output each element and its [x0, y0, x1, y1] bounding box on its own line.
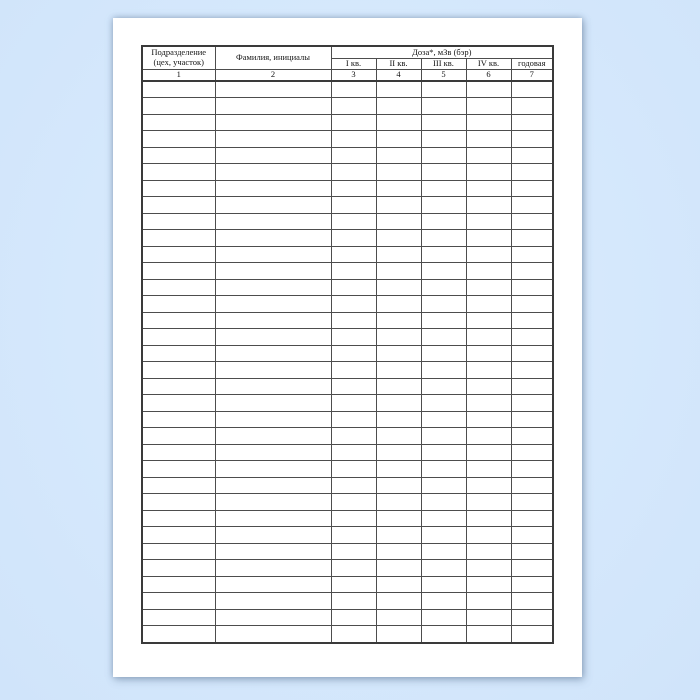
empty-cell — [376, 345, 421, 362]
empty-cell — [142, 263, 215, 280]
empty-cell — [466, 428, 511, 445]
empty-cell — [376, 527, 421, 544]
empty-cell — [421, 378, 466, 395]
table-row — [142, 395, 553, 412]
table-body — [142, 81, 553, 643]
empty-cell — [421, 626, 466, 643]
empty-cell — [466, 164, 511, 181]
table-header — [142, 46, 553, 81]
empty-cell — [215, 147, 331, 164]
document-page — [113, 18, 582, 677]
table-row — [142, 230, 553, 247]
empty-cell — [376, 180, 421, 197]
empty-cell — [331, 378, 376, 395]
table-row — [142, 362, 553, 379]
empty-cell — [466, 527, 511, 544]
empty-cell — [511, 312, 553, 329]
empty-cell — [466, 312, 511, 329]
empty-cell — [215, 164, 331, 181]
header-surname-initials: Фамилия, инициалы — [215, 46, 331, 69]
table-row — [142, 593, 553, 610]
empty-cell — [421, 362, 466, 379]
empty-cell — [511, 527, 553, 544]
empty-cell — [421, 246, 466, 263]
empty-cell — [421, 296, 466, 313]
empty-cell — [215, 296, 331, 313]
column-number-2: 2 — [215, 69, 331, 81]
empty-cell — [421, 164, 466, 181]
empty-cell — [511, 263, 553, 280]
empty-cell — [511, 395, 553, 412]
table-row — [142, 312, 553, 329]
empty-cell — [376, 81, 421, 98]
empty-cell — [421, 593, 466, 610]
table-row — [142, 98, 553, 115]
empty-cell — [511, 230, 553, 247]
empty-cell — [142, 296, 215, 313]
table-row — [142, 296, 553, 313]
empty-cell — [215, 362, 331, 379]
empty-cell — [511, 296, 553, 313]
empty-cell — [511, 494, 553, 511]
empty-cell — [142, 81, 215, 98]
empty-cell — [511, 131, 553, 148]
empty-cell — [511, 180, 553, 197]
column-number-7: 7 — [511, 69, 553, 81]
empty-cell — [215, 230, 331, 247]
empty-cell — [421, 477, 466, 494]
empty-cell — [421, 213, 466, 230]
empty-cell — [331, 461, 376, 478]
empty-cell — [466, 180, 511, 197]
empty-cell — [215, 213, 331, 230]
header-row-column-numbers — [142, 69, 553, 81]
empty-cell — [511, 345, 553, 362]
empty-cell — [215, 263, 331, 280]
empty-cell — [142, 609, 215, 626]
empty-cell — [466, 279, 511, 296]
empty-cell — [215, 560, 331, 577]
empty-cell — [466, 411, 511, 428]
empty-cell — [511, 576, 553, 593]
table-row — [142, 626, 553, 643]
empty-cell — [142, 378, 215, 395]
empty-cell — [142, 98, 215, 115]
empty-cell — [376, 131, 421, 148]
empty-cell — [466, 444, 511, 461]
empty-cell — [142, 147, 215, 164]
empty-cell — [466, 395, 511, 412]
empty-cell — [142, 576, 215, 593]
empty-cell — [215, 98, 331, 115]
dose-record-table — [141, 45, 554, 644]
empty-cell — [215, 626, 331, 643]
empty-cell — [421, 329, 466, 346]
empty-cell — [376, 312, 421, 329]
table-row — [142, 213, 553, 230]
empty-cell — [331, 576, 376, 593]
empty-cell — [331, 131, 376, 148]
empty-cell — [466, 362, 511, 379]
empty-cell — [142, 510, 215, 527]
empty-cell — [215, 527, 331, 544]
empty-cell — [466, 114, 511, 131]
empty-cell — [215, 461, 331, 478]
empty-cell — [511, 98, 553, 115]
empty-cell — [511, 329, 553, 346]
header-row-main — [142, 46, 553, 59]
table-row — [142, 510, 553, 527]
empty-cell — [511, 147, 553, 164]
empty-cell — [215, 444, 331, 461]
empty-cell — [421, 114, 466, 131]
empty-cell — [215, 345, 331, 362]
empty-cell — [142, 197, 215, 214]
empty-cell — [142, 626, 215, 643]
header-quarter-4: IV кв. — [466, 59, 511, 70]
empty-cell — [215, 329, 331, 346]
empty-cell — [215, 312, 331, 329]
empty-cell — [511, 246, 553, 263]
empty-cell — [142, 527, 215, 544]
table-row — [142, 527, 553, 544]
table-row — [142, 114, 553, 131]
empty-cell — [421, 345, 466, 362]
empty-cell — [142, 395, 215, 412]
empty-cell — [466, 593, 511, 610]
column-number-5: 5 — [421, 69, 466, 81]
empty-cell — [376, 395, 421, 412]
empty-cell — [215, 411, 331, 428]
empty-cell — [331, 477, 376, 494]
column-number-3: 3 — [331, 69, 376, 81]
empty-cell — [466, 197, 511, 214]
empty-cell — [466, 230, 511, 247]
table-row — [142, 197, 553, 214]
table-row — [142, 81, 553, 98]
empty-cell — [376, 296, 421, 313]
empty-cell — [376, 444, 421, 461]
empty-cell — [511, 626, 553, 643]
empty-cell — [331, 609, 376, 626]
table-row — [142, 543, 553, 560]
empty-cell — [511, 279, 553, 296]
empty-cell — [466, 131, 511, 148]
header-annual: годовая — [511, 59, 553, 70]
empty-cell — [466, 213, 511, 230]
empty-cell — [421, 411, 466, 428]
empty-cell — [331, 246, 376, 263]
empty-cell — [421, 576, 466, 593]
empty-cell — [142, 477, 215, 494]
empty-cell — [511, 461, 553, 478]
empty-cell — [331, 98, 376, 115]
empty-cell — [421, 494, 466, 511]
empty-cell — [215, 428, 331, 445]
table-row — [142, 180, 553, 197]
empty-cell — [466, 477, 511, 494]
column-number-4: 4 — [376, 69, 421, 81]
empty-cell — [376, 114, 421, 131]
empty-cell — [331, 362, 376, 379]
empty-cell — [466, 543, 511, 560]
table-row — [142, 378, 553, 395]
empty-cell — [331, 263, 376, 280]
empty-cell — [215, 609, 331, 626]
empty-cell — [215, 279, 331, 296]
empty-cell — [466, 494, 511, 511]
empty-cell — [376, 362, 421, 379]
empty-cell — [142, 246, 215, 263]
empty-cell — [511, 543, 553, 560]
header-quarter-2: II кв. — [376, 59, 421, 70]
empty-cell — [421, 263, 466, 280]
table-row — [142, 576, 553, 593]
empty-cell — [142, 164, 215, 181]
empty-cell — [376, 164, 421, 181]
empty-cell — [466, 378, 511, 395]
empty-cell — [331, 164, 376, 181]
empty-cell — [376, 477, 421, 494]
empty-cell — [142, 543, 215, 560]
header-quarter-3: III кв. — [421, 59, 466, 70]
empty-cell — [215, 246, 331, 263]
empty-cell — [466, 329, 511, 346]
empty-cell — [421, 510, 466, 527]
empty-cell — [421, 312, 466, 329]
table-row — [142, 345, 553, 362]
empty-cell — [421, 131, 466, 148]
table-row — [142, 494, 553, 511]
empty-cell — [421, 428, 466, 445]
empty-cell — [421, 543, 466, 560]
empty-cell — [511, 197, 553, 214]
empty-cell — [376, 213, 421, 230]
empty-cell — [142, 494, 215, 511]
empty-cell — [142, 230, 215, 247]
empty-cell — [215, 131, 331, 148]
empty-cell — [331, 329, 376, 346]
empty-cell — [376, 411, 421, 428]
empty-cell — [511, 428, 553, 445]
empty-cell — [331, 147, 376, 164]
empty-cell — [215, 494, 331, 511]
empty-cell — [376, 576, 421, 593]
table-row — [142, 164, 553, 181]
empty-cell — [142, 560, 215, 577]
empty-cell — [466, 576, 511, 593]
empty-cell — [331, 213, 376, 230]
empty-cell — [511, 164, 553, 181]
empty-cell — [466, 609, 511, 626]
empty-cell — [466, 81, 511, 98]
table-row — [142, 279, 553, 296]
header-department: Подразделение (цех, участок) — [142, 46, 215, 69]
empty-cell — [421, 444, 466, 461]
empty-cell — [511, 81, 553, 98]
empty-cell — [376, 510, 421, 527]
empty-cell — [331, 494, 376, 511]
empty-cell — [421, 461, 466, 478]
empty-cell — [421, 147, 466, 164]
empty-cell — [331, 527, 376, 544]
empty-cell — [215, 197, 331, 214]
empty-cell — [215, 114, 331, 131]
table-row — [142, 444, 553, 461]
empty-cell — [421, 279, 466, 296]
empty-cell — [142, 131, 215, 148]
empty-cell — [331, 345, 376, 362]
empty-cell — [376, 626, 421, 643]
empty-cell — [215, 477, 331, 494]
empty-cell — [466, 147, 511, 164]
empty-cell — [376, 263, 421, 280]
empty-cell — [466, 626, 511, 643]
header-quarter-1: I кв. — [331, 59, 376, 70]
empty-cell — [376, 197, 421, 214]
empty-cell — [331, 428, 376, 445]
empty-cell — [215, 395, 331, 412]
empty-cell — [466, 461, 511, 478]
table-row — [142, 609, 553, 626]
empty-cell — [331, 510, 376, 527]
empty-cell — [376, 246, 421, 263]
table-row — [142, 246, 553, 263]
table-row — [142, 411, 553, 428]
empty-cell — [421, 98, 466, 115]
empty-cell — [421, 197, 466, 214]
empty-cell — [376, 609, 421, 626]
column-number-6: 6 — [466, 69, 511, 81]
empty-cell — [421, 81, 466, 98]
empty-cell — [331, 444, 376, 461]
empty-cell — [376, 428, 421, 445]
empty-cell — [511, 510, 553, 527]
empty-cell — [421, 609, 466, 626]
empty-cell — [331, 560, 376, 577]
table-row — [142, 147, 553, 164]
column-number-1: 1 — [142, 69, 215, 81]
empty-cell — [142, 411, 215, 428]
empty-cell — [331, 279, 376, 296]
empty-cell — [142, 213, 215, 230]
empty-cell — [421, 527, 466, 544]
empty-cell — [421, 560, 466, 577]
empty-cell — [376, 543, 421, 560]
empty-cell — [142, 180, 215, 197]
empty-cell — [511, 444, 553, 461]
empty-cell — [331, 593, 376, 610]
empty-cell — [215, 180, 331, 197]
empty-cell — [331, 543, 376, 560]
empty-cell — [376, 378, 421, 395]
empty-cell — [376, 279, 421, 296]
empty-cell — [511, 213, 553, 230]
empty-cell — [331, 395, 376, 412]
empty-cell — [331, 626, 376, 643]
empty-cell — [331, 296, 376, 313]
empty-cell — [511, 362, 553, 379]
empty-cell — [331, 114, 376, 131]
table-row — [142, 329, 553, 346]
empty-cell — [466, 98, 511, 115]
empty-cell — [142, 461, 215, 478]
empty-cell — [215, 593, 331, 610]
empty-cell — [376, 329, 421, 346]
table-row — [142, 560, 553, 577]
empty-cell — [376, 98, 421, 115]
empty-cell — [511, 593, 553, 610]
empty-cell — [142, 312, 215, 329]
empty-cell — [331, 312, 376, 329]
empty-cell — [466, 510, 511, 527]
empty-cell — [331, 230, 376, 247]
empty-cell — [376, 230, 421, 247]
empty-cell — [215, 510, 331, 527]
empty-cell — [142, 279, 215, 296]
empty-cell — [466, 296, 511, 313]
empty-cell — [331, 411, 376, 428]
empty-cell — [215, 543, 331, 560]
table-row — [142, 428, 553, 445]
empty-cell — [511, 477, 553, 494]
empty-cell — [142, 114, 215, 131]
empty-cell — [142, 593, 215, 610]
empty-cell — [142, 345, 215, 362]
empty-cell — [466, 560, 511, 577]
empty-cell — [511, 560, 553, 577]
empty-cell — [376, 560, 421, 577]
empty-cell — [376, 593, 421, 610]
empty-cell — [376, 494, 421, 511]
empty-cell — [142, 362, 215, 379]
empty-cell — [215, 378, 331, 395]
empty-cell — [511, 114, 553, 131]
empty-cell — [466, 246, 511, 263]
table-row — [142, 461, 553, 478]
empty-cell — [421, 395, 466, 412]
empty-cell — [331, 180, 376, 197]
empty-cell — [466, 263, 511, 280]
empty-cell — [421, 180, 466, 197]
empty-cell — [142, 444, 215, 461]
table-row — [142, 263, 553, 280]
empty-cell — [466, 345, 511, 362]
empty-cell — [331, 197, 376, 214]
empty-cell — [331, 81, 376, 98]
empty-cell — [511, 411, 553, 428]
table-row — [142, 477, 553, 494]
empty-cell — [421, 230, 466, 247]
empty-cell — [511, 378, 553, 395]
empty-cell — [376, 461, 421, 478]
table-row — [142, 131, 553, 148]
empty-cell — [142, 428, 215, 445]
empty-cell — [376, 147, 421, 164]
empty-cell — [511, 609, 553, 626]
empty-cell — [142, 329, 215, 346]
empty-cell — [215, 81, 331, 98]
empty-cell — [215, 576, 331, 593]
header-dose-group: Доза*, мЗв (бэр) — [331, 46, 553, 59]
